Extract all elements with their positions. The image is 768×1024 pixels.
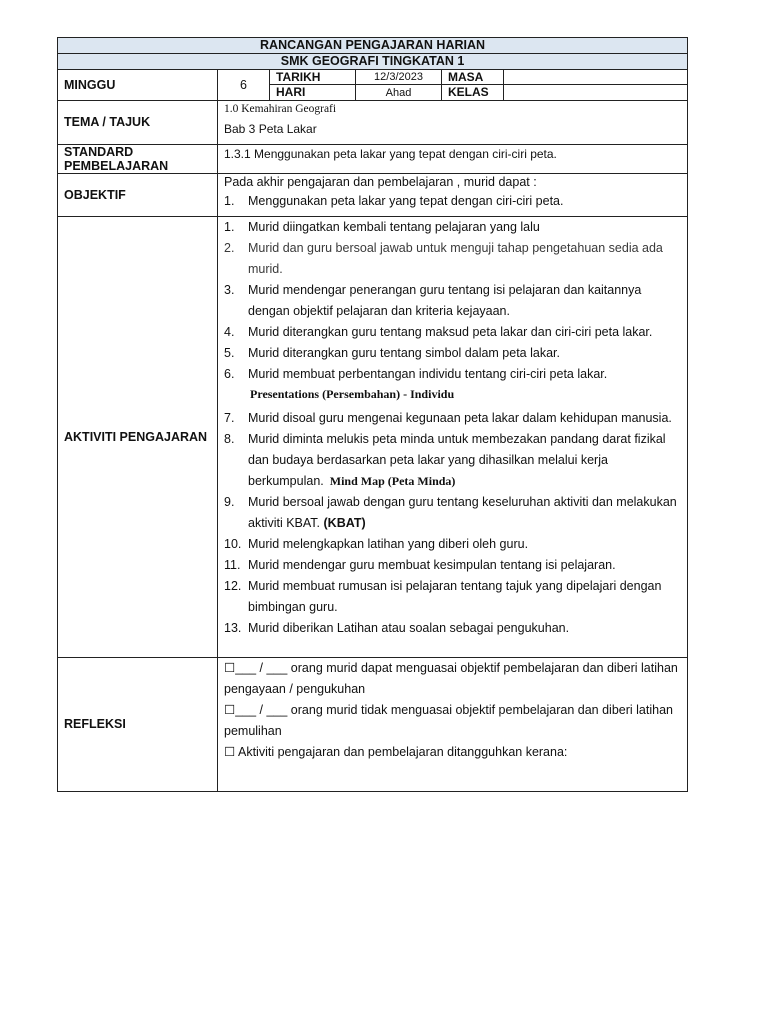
activity-number: 4. [224, 325, 235, 339]
activity-text: Murid mendengar penerangan guru tentang isi pelajaran dan kaitannya dengan objektif pelajaran dan kriteria kejayaan. [248, 283, 642, 318]
activity-item [224, 322, 681, 343]
activity-text: Murid dan guru bersoal jawab untuk menguji tahap pengetahuan sedia ada murid. [248, 241, 663, 276]
objektif-label: OBJEKTIF [58, 174, 218, 217]
activity-text: Murid diberikan Latihan atau soalan sebagai pengukuhan. [248, 621, 570, 635]
document-subtitle: SMK GEOGRAFI TINGKATAN 1 [58, 54, 688, 70]
activity-text: Murid disoal guru mengenai kegunaan peta lakar dalam kehidupan manusia. [248, 411, 672, 425]
hari-value: Ahad [356, 85, 442, 101]
minggu-value: 6 [218, 70, 270, 101]
kelas-label: KELAS [442, 85, 504, 101]
standard-label: STANDARD PEMBELAJARAN [58, 145, 218, 174]
activity-item [224, 576, 681, 618]
activity-text: Murid diterangkan guru tentang maksud peta lakar dan ciri-ciri peta lakar. [248, 325, 653, 339]
refleksi-cell [218, 658, 688, 792]
activity-number: 2. [224, 241, 235, 255]
activity-text: Murid membuat rumusan isi pelajaran tentang tajuk yang dipelajari dengan bimbingan guru. [248, 579, 662, 614]
hari-label: HARI [270, 85, 356, 101]
activity-number: 5. [224, 346, 235, 360]
activity-note [224, 386, 681, 402]
aktiviti-label: AKTIVITI PENGAJARAN [58, 217, 218, 658]
tarikh-label: TARIKH [270, 70, 356, 85]
activity-text: Murid melengkapkan latihan yang diberi oleh guru. [248, 537, 529, 551]
activity-number: 11. [224, 558, 241, 572]
activity-text: Murid diminta melukis peta minda untuk membezakan pandang darat fizikal dan budaya berdasarkan peta lakar yang dihasilkan melalui kerja berkumpulan. [248, 432, 666, 488]
activity-item [224, 429, 681, 492]
activity-number: 12. [224, 579, 242, 593]
activity-item [224, 343, 681, 364]
activity-item [224, 618, 681, 639]
objektif-item [224, 191, 681, 212]
masa-label: MASA [442, 70, 504, 85]
document-title: RANCANGAN PENGAJARAN HARIAN [58, 38, 688, 54]
presentation-note: Presentations (Persembahan) - Individu [250, 387, 455, 401]
activity-number: 10. [224, 537, 242, 551]
activity-text: Murid mendengar guru membuat kesimpulan tentang isi pelajaran. [248, 558, 616, 572]
activity-item [224, 217, 681, 238]
objektif-intro: Pada akhir pengajaran dan pembelajaran , murid dapat : [224, 175, 537, 189]
standard-value: 1.3.1 Menggunakan peta lakar yang tepat dengan ciri-ciri peta. [218, 145, 688, 174]
activity-item [224, 408, 681, 429]
kelas-value [504, 85, 688, 101]
refleksi-line-2: ☐___ / ___ orang murid tidak menguasai objektif pembelajaran dan diberi latihan pemulihan [224, 703, 673, 738]
masa-value [504, 70, 688, 85]
activity-item [224, 492, 681, 534]
minggu-label: MINGGU [58, 70, 218, 101]
objektif-item-text: Menggunakan peta lakar yang tepat dengan ciri-ciri peta. [248, 194, 564, 208]
activity-item [224, 238, 681, 280]
activity-number: 7. [224, 411, 235, 425]
refleksi-label: REFLEKSI [58, 658, 218, 792]
lesson-plan-table [57, 37, 688, 792]
kbat-note: (KBAT) [323, 516, 366, 530]
activity-number: 9. [224, 495, 235, 509]
objektif-cell [218, 174, 688, 217]
tarikh-value: 12/3/2023 [356, 70, 442, 85]
objektif-item-number: 1. [224, 194, 235, 208]
activity-item [224, 280, 681, 322]
refleksi-line-3: ☐ Aktiviti pengajaran dan pembelajaran ditangguhkan kerana: [224, 745, 568, 759]
activity-list [224, 217, 681, 639]
activity-text: Murid diingatkan kembali tentang pelajaran yang lalu [248, 220, 540, 234]
activity-number: 1. [224, 220, 235, 234]
activity-item [224, 364, 681, 385]
activity-item [224, 534, 681, 555]
tema-label: TEMA / TAJUK [58, 101, 218, 145]
aktiviti-cell [218, 217, 688, 658]
tema-line-1: 1.0 Kemahiran Geografi [224, 103, 337, 115]
activity-text: Murid diterangkan guru tentang simbol dalam peta lakar. [248, 346, 560, 360]
activity-item [224, 555, 681, 576]
activity-number: 8. [224, 432, 235, 446]
tema-value [218, 101, 688, 145]
activity-text: Murid membuat perbentangan individu tentang ciri-ciri peta lakar. [248, 367, 608, 381]
activity-number: 3. [224, 283, 235, 297]
mind-map-note: Mind Map (Peta Minda) [329, 474, 456, 488]
activity-text: Murid bersoal jawab dengan guru tentang keseluruhan aktiviti dan melakukan aktiviti KBAT. [248, 495, 677, 530]
tema-line-2: Bab 3 Peta Lakar [224, 122, 317, 136]
activity-number: 6. [224, 367, 235, 381]
activity-number: 13. [224, 621, 242, 635]
refleksi-line-1: ☐___ / ___ orang murid dapat menguasai objektif pembelajaran dan diberi latihan pengayaan / pengukuhan [224, 661, 678, 696]
